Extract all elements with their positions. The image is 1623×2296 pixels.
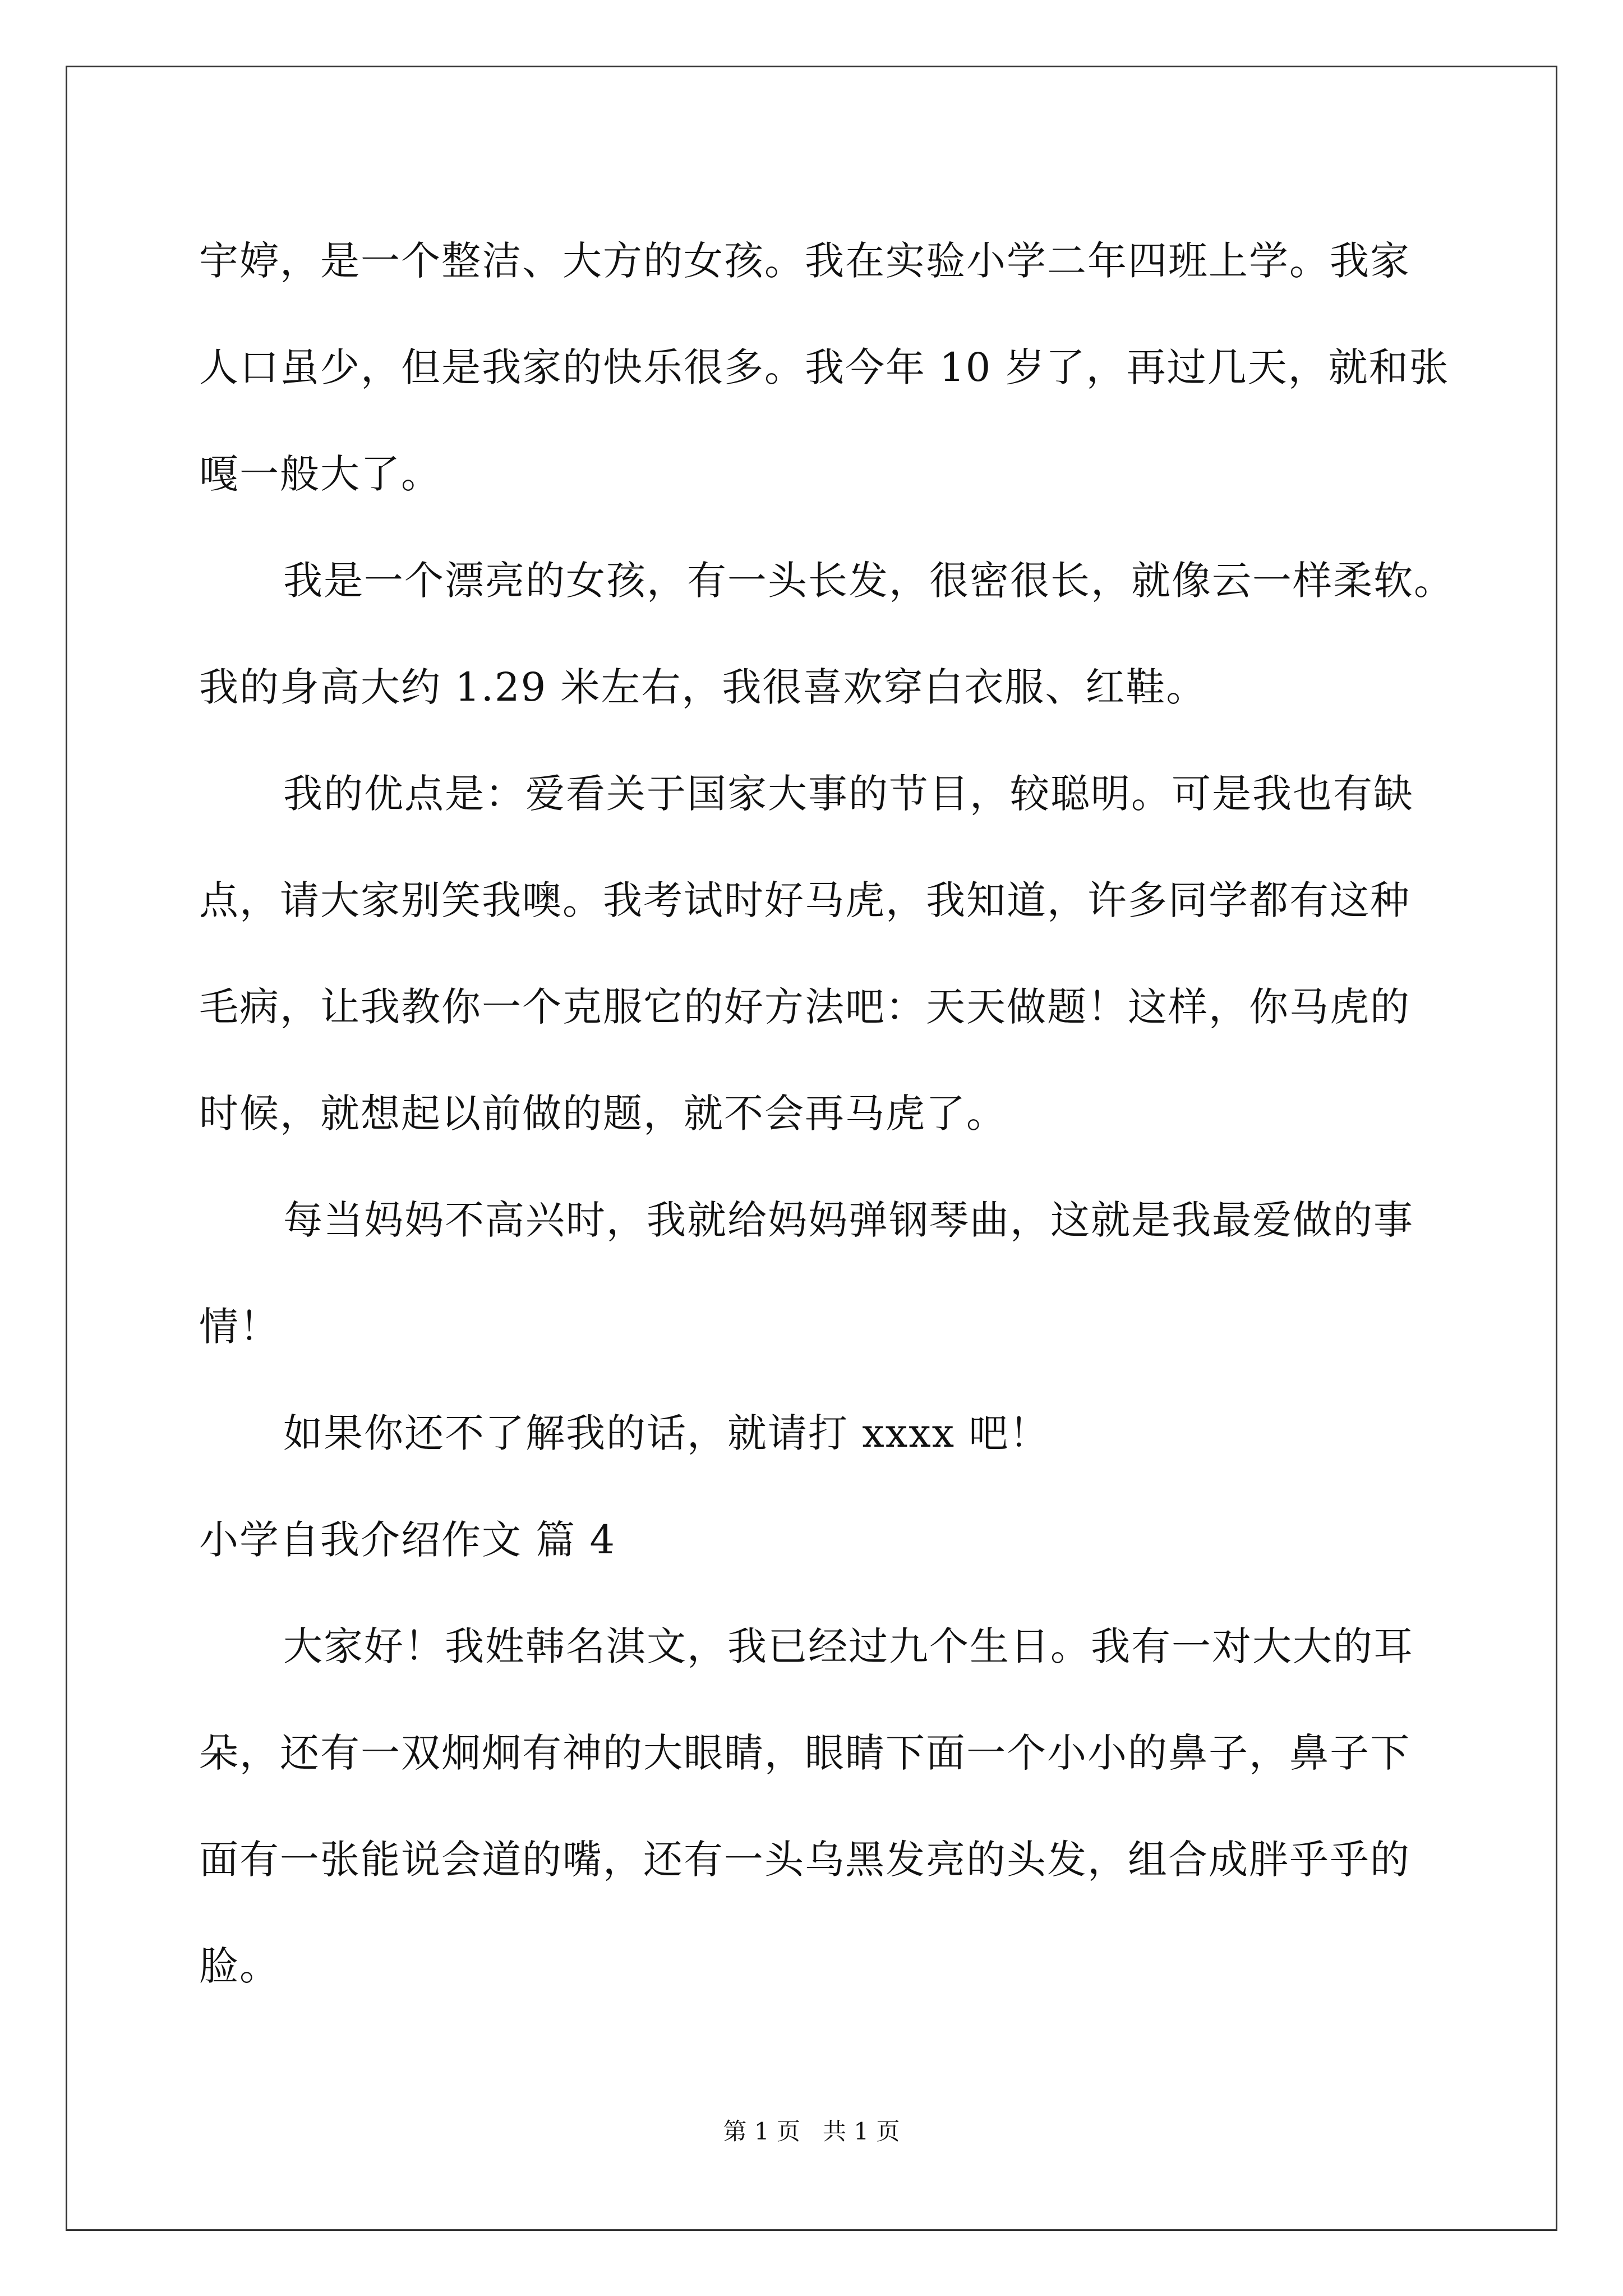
text-line: 宇婷，是一个整洁、大方的女孩。我在实验小学二年四班上学。我家 [199,238,1410,284]
text-line: 人口虽少，但是我家的快乐很多。我今年 10 岁了，再过几天，就和张 [199,344,1450,390]
text-line: 点，请大家别笑我噢。我考试时好马虎，我知道，许多同学都有这种 [199,877,1410,923]
paragraph-start-line: 如果你还不了解我的话，就请打 xxxx 吧！ [283,1410,1050,1456]
page-number-footer: 第 1 页 共 1 页 [723,2118,900,2145]
text-line: 时候，就想起以前做的题，就不会再马虎了。 [199,1091,1007,1137]
text-line: 嘎一般大了。 [199,451,441,497]
text-line: 情！ [199,1304,280,1350]
section-heading: 小学自我介绍作文 篇 4 [199,1517,616,1563]
text-line: 我的身高大约 1.29 米左右，我很喜欢穿白衣服、红鞋。 [199,664,1207,710]
text-line: 脸。 [199,1943,280,1989]
paragraph-start-line: 我是一个漂亮的女孩，有一头长发，很密很长，就像云一样柔软。 [283,558,1454,604]
paragraph-start-line: 我的优点是：爱看关于国家大事的节目，较聪明。可是我也有缺 [283,771,1414,817]
text-line: 毛病，让我教你一个克服它的好方法吧：天天做题！这样，你马虎的 [199,984,1410,1030]
text-line: 朵，还有一双炯炯有神的大眼睛，眼睛下面一个小小的鼻子，鼻子下 [199,1730,1410,1776]
text-line: 面有一张能说会道的嘴，还有一头乌黑发亮的头发，组合成胖乎乎的 [199,1837,1410,1883]
document-body [199,208,1455,2019]
paragraph-start-line: 大家好！我姓韩名淇文，我已经过九个生日。我有一对大大的耳 [283,1623,1414,1669]
paragraph-start-line: 每当妈妈不高兴时，我就给妈妈弹钢琴曲，这就是我最爱做的事 [283,1197,1414,1243]
